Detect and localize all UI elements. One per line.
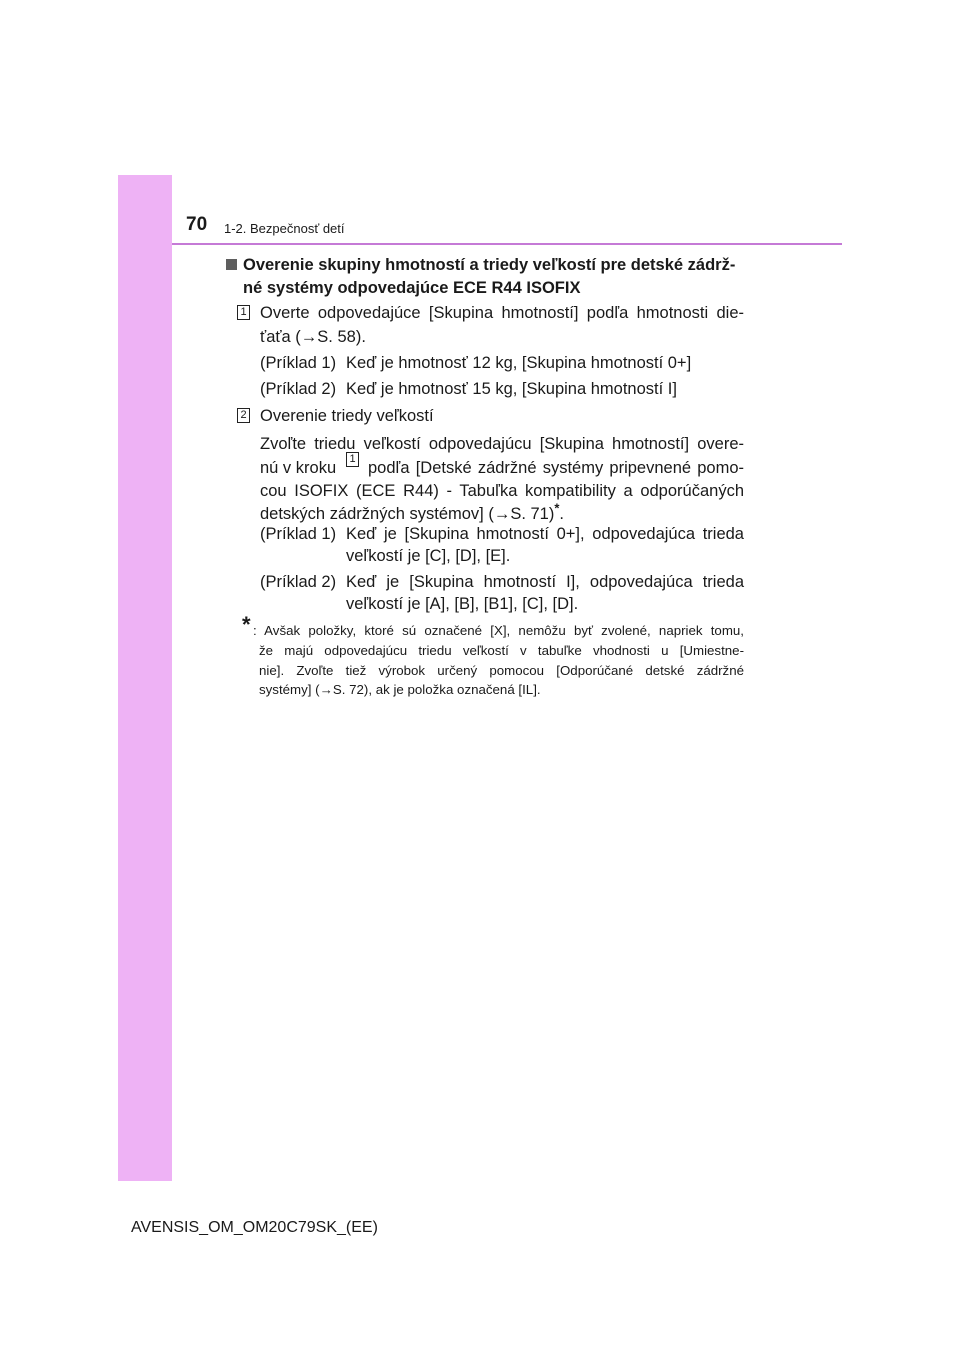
step2-example1-label: (Príklad 1): [260, 525, 337, 543]
step1-example2-text: Keď je hmotnosť 15 kg, [Skupina hmotností I]: [346, 380, 677, 398]
footnote-line4: systémy] (→S. 72), ak je položka označená [IL].: [259, 682, 541, 697]
footnote-line3: nie]. Zvoľte tiež výrobok určený pomocou [Odporúčané detské zádržné: [259, 663, 744, 678]
section-label: 1-2. Bezpečnosť detí: [224, 221, 345, 236]
section-heading-line1: Overenie skupiny hmotností a triedy veľkostí pre detské zádrž-: [243, 256, 736, 274]
step2-line1: Zvoľte triedu veľkostí odpovedajúcu [Skupina hmotností] overe-: [260, 435, 744, 453]
step1-example1-label: (Príklad 1): [260, 354, 337, 372]
step2-line3: cou ISOFIX (ECE R44) - Tabuľka kompatibility a odporúčaných: [260, 482, 744, 500]
step1-line1: Overte odpovedajúce [Skupina hmotností] podľa hmotnosti die-: [260, 304, 744, 322]
page-number: 70: [186, 214, 208, 235]
step2-line4-text: detských zádržných systémov] (→S. 71): [260, 505, 555, 523]
step2-example1-line2: veľkostí je [C], [D], [E].: [346, 547, 511, 565]
step2-example2-label: (Príklad 2): [260, 573, 337, 591]
step1-line2: ťaťa (→S. 58).: [260, 328, 366, 346]
step2-line4-end: .: [559, 505, 565, 523]
section-heading-line2: né systémy odpovedajúce ECE R44 ISOFIX: [243, 279, 581, 297]
step2-line2-before: nú v kroku: [260, 459, 337, 477]
step2-title: Overenie triedy veľkostí: [260, 407, 434, 425]
step-number-box-1: 1: [237, 305, 250, 320]
step2-example2-line1: Keď je [Skupina hmotností I], odpovedajúca trieda: [346, 573, 744, 591]
step2-line2-after: podľa [Detské zádržné systémy pripevnené pomo-: [368, 459, 744, 477]
header-divider: [172, 243, 842, 245]
footnote-line2: že majú odpovedajúcu triedu veľkostí v tabuľke vhodnosti u [Umiestne-: [259, 643, 744, 658]
footnote-ref-mark: *: [554, 500, 560, 516]
step1-example2-label: (Príklad 2): [260, 380, 337, 398]
step1-example1-text: Keď je hmotnosť 12 kg, [Skupina hmotností 0+]: [346, 354, 692, 372]
step-number-box-2: 2: [237, 408, 250, 423]
footnote-line1: : Avšak položky, ktoré sú označené [X], nemôžu byť zvolené, napriek tomu,: [253, 623, 744, 638]
square-bullet-icon: [226, 259, 237, 270]
document-code-footer: AVENSIS_OM_OM20C79SK_(EE): [131, 1219, 378, 1236]
footnote-asterisk: *: [242, 612, 251, 637]
side-color-band: [118, 175, 172, 1181]
step2-example1-line1: Keď je [Skupina hmotností 0+], odpovedajúca trieda: [346, 525, 744, 543]
step-reference-box-1: 1: [346, 452, 359, 467]
step2-example2-line2: veľkostí je [A], [B], [B1], [C], [D].: [346, 595, 579, 613]
